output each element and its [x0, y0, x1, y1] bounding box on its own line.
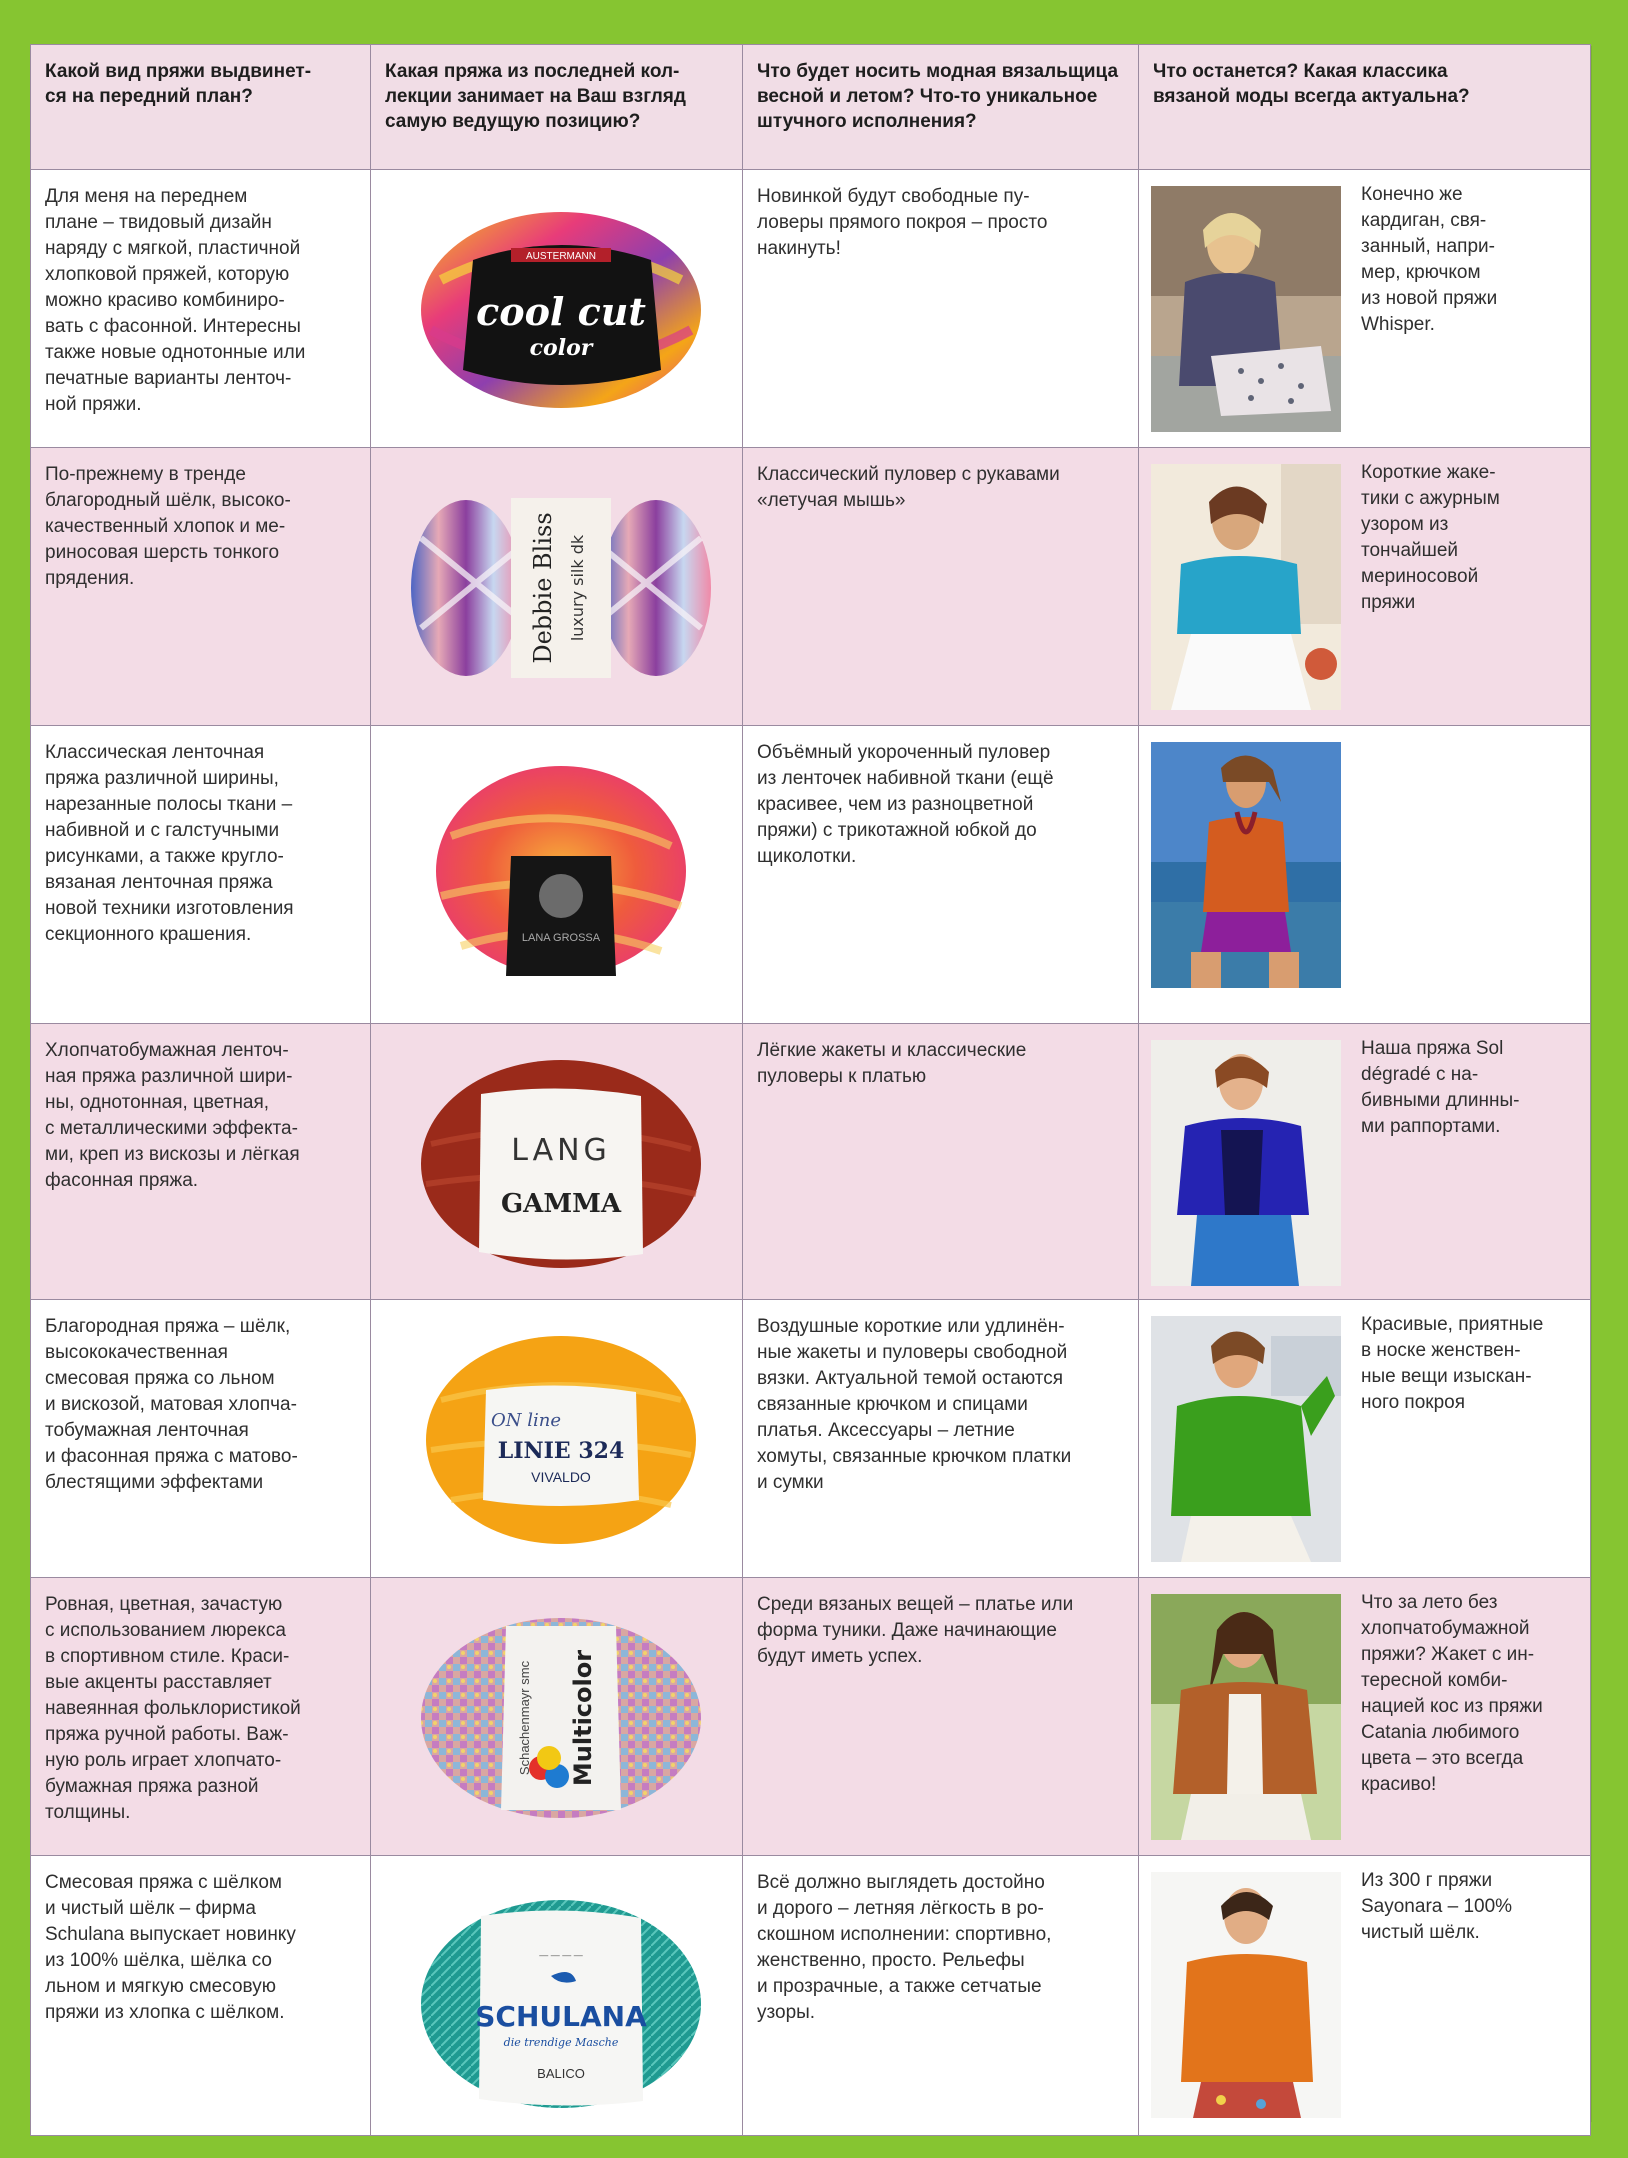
cell-yarn-type: Хлопчатобумажная ленточ- ная пряжа различной шири- ны, однотонная, цветная, с металлическими эффекта- ми, креп из вискозы и лёгкая фасонная пряжа. [31, 1024, 371, 1300]
yarn-name: GAMMA [500, 1189, 622, 1219]
yarn-ball-image [411, 1886, 711, 2116]
model-photo [1151, 1316, 1341, 1562]
cell-yarn-image [371, 448, 743, 726]
yarn-brand: LANG [511, 1133, 611, 1168]
yarn-ball-image [411, 200, 711, 420]
cell-fashion: Объёмный укороченный пуловер из ленточек набивной ткани (ещё красивее, чем из разноцветной пряжи) с трикотажной юбкой до щиколотки. [743, 726, 1139, 1024]
yarn-name: cool cut [476, 289, 646, 334]
yarn-brand: SCHULANA [475, 2000, 647, 2033]
cell-classic [1139, 170, 1591, 448]
table-row [31, 170, 1591, 448]
classic-text: Наша пряжа Sol dégradé с на- бивными длинны- ми раппортами. [1361, 1038, 1520, 1137]
cell-fashion: Всё должно выглядеть достойно и дорого – летняя лёгкость в ро- скошном исполнении: спортивно, женственно, просто. Рельефы и прозрачные, а также сетчатые узоры. [743, 1856, 1139, 2136]
classic-text: Конечно же кардиган, свя- занный, напри- мер, крючком из новой пряжи Whisper. [1361, 184, 1498, 335]
table-row [31, 726, 1591, 1024]
yarn-name: Multicolor [569, 1649, 597, 1787]
yarn-ball-image [411, 1330, 711, 1550]
yarn-name: luxury silk dk [568, 534, 587, 642]
cell-yarn-image [371, 170, 743, 448]
cell-yarn-image [371, 1024, 743, 1300]
svg-text:— — — —: — — — — [539, 1950, 583, 1960]
yarn-ball-image [411, 756, 711, 986]
cell-yarn-image [371, 1300, 743, 1578]
cell-classic [1139, 726, 1591, 1024]
cell-yarn-type: Смесовая пряжа с шёлком и чистый шёлк – фирма Schulana выпускает новинку из 100% шёлка, шёлка со льном и мягкую смесовую пряжи из хлопка с шёлком. [31, 1856, 371, 2136]
cell-fashion: Воздушные короткие или удлинён- ные жакеты и пуловеры свободной вязки. Актуальной темой остаются связанные крючком и спицами платья. Аксессуары – летние хомуты, связанные крючком платки и сумки [743, 1300, 1139, 1578]
table-row [31, 1024, 1591, 1300]
cell-yarn-type: Ровная, цветная, зачастую с использованием люрекса в спортивном стиле. Краси- вые акценты расставляет навеянная фольклористикой пряжа ручной работы. Важ- ную роль играет хлопчато- бумажная пряжа разной толщины. [31, 1578, 371, 1856]
table-row [31, 448, 1591, 726]
model-photo [1151, 742, 1341, 988]
model-photo [1151, 186, 1341, 432]
header-col2: Какая пряжа из последней кол- лекции занимает на Ваш взгляд самую ведущую позицию? [371, 45, 743, 170]
yarn-skein-image [411, 478, 711, 698]
header-row [31, 45, 1591, 170]
yarn-subname: VIVALDO [531, 1469, 591, 1485]
model-photo [1151, 1872, 1341, 2118]
cell-yarn-type: По-прежнему в тренде благородный шёлк, высоко- качественный хлопок и ме- риносовая шерсть тонкого прядения. [31, 448, 371, 726]
yarn-trends-table [30, 44, 1591, 2136]
cell-yarn-image [371, 1856, 743, 2136]
cell-yarn-image [371, 1578, 743, 1856]
classic-text: Из 300 г пряжи Sayonara – 100% чистый шёлк. [1361, 1870, 1513, 1943]
cell-classic [1139, 1578, 1591, 1856]
cell-classic [1139, 1024, 1591, 1300]
yarn-brand: LANA GROSSA [521, 932, 601, 944]
classic-text: Красивые, приятные в носке женствен- ные вещи изыскан- ного покроя [1361, 1314, 1544, 1413]
header-col1: Какой вид пряжи выдвинет- ся на передний план? [31, 45, 371, 170]
model-photo [1151, 1594, 1341, 1840]
cell-yarn-image [371, 726, 743, 1024]
cell-fashion: Классический пуловер с рукавами «летучая мышь» [743, 448, 1139, 726]
yarn-subname: die trendige Masche [503, 2036, 619, 2049]
yarn-brand: ON line [491, 1410, 561, 1431]
page [30, 44, 1590, 2120]
header-col4: Что останется? Какая классика вязаной моды всегда актуальна? [1139, 45, 1591, 170]
table-row [31, 1578, 1591, 1856]
yarn-name: BALICO [537, 2066, 585, 2081]
yarn-brand: Schachenmayr smc [517, 1660, 532, 1776]
cell-fashion: Среди вязаных вещей – платье или форма туники. Даже начинающие будут иметь успех. [743, 1578, 1139, 1856]
yarn-ball-image [411, 1054, 711, 1274]
classic-text: Короткие жаке- тики с ажурным узором из тончайшей мериносовой пряжи [1361, 462, 1500, 613]
yarn-ball-image [411, 1608, 711, 1828]
cell-fashion: Лёгкие жакеты и классические пуловеры к платью [743, 1024, 1139, 1300]
header-col3: Что будет носить модная вязальщица весной и летом? Что-то уникальное штучного исполнения? [743, 45, 1139, 170]
yarn-brand: AUSTERMANN [525, 251, 597, 262]
cell-classic [1139, 1300, 1591, 1578]
table-row [31, 1300, 1591, 1578]
cell-yarn-type: Благородная пряжа – шёлк, высококачественная смесовая пряжа со льном и вискозой, матовая хлопча- тобумажная ленточная и фасонная пряжа с матово- блестящими эффектами [31, 1300, 371, 1578]
model-photo [1151, 464, 1341, 710]
cell-classic [1139, 448, 1591, 726]
cell-yarn-type: Для меня на переднем плане – твидовый дизайн наряду с мягкой, пластичной хлопковой пряжей, которую можно красиво комбиниро- вать с фасонной. Интересны также новые однотонные или печатные варианты ленточ- ной пряжи. [31, 170, 371, 448]
table-row [31, 1856, 1591, 2136]
cell-classic [1139, 1856, 1591, 2136]
cell-fashion: Новинкой будут свободные пу- ловеры прямого покроя – просто накинуть! [743, 170, 1139, 448]
classic-text: Что за лето без хлопчатобумажной пряжи? Жакет с ин- тересной комби- нацией кос из пряжи Catania любимого цвета – это всегда красиво! [1361, 1592, 1543, 1795]
yarn-name: LINIE 324 [497, 1438, 625, 1464]
yarn-brand: Debbie Bliss [529, 512, 557, 664]
cell-yarn-type: Классическая ленточная пряжа различной ширины, нарезанные полосы ткани – набивной и с галстучными рисунками, а также кругло- вязаная ленточная пряжа новой техники изготовления секционного крашения. [31, 726, 371, 1024]
model-photo [1151, 1040, 1341, 1286]
yarn-subname: color [529, 335, 593, 361]
